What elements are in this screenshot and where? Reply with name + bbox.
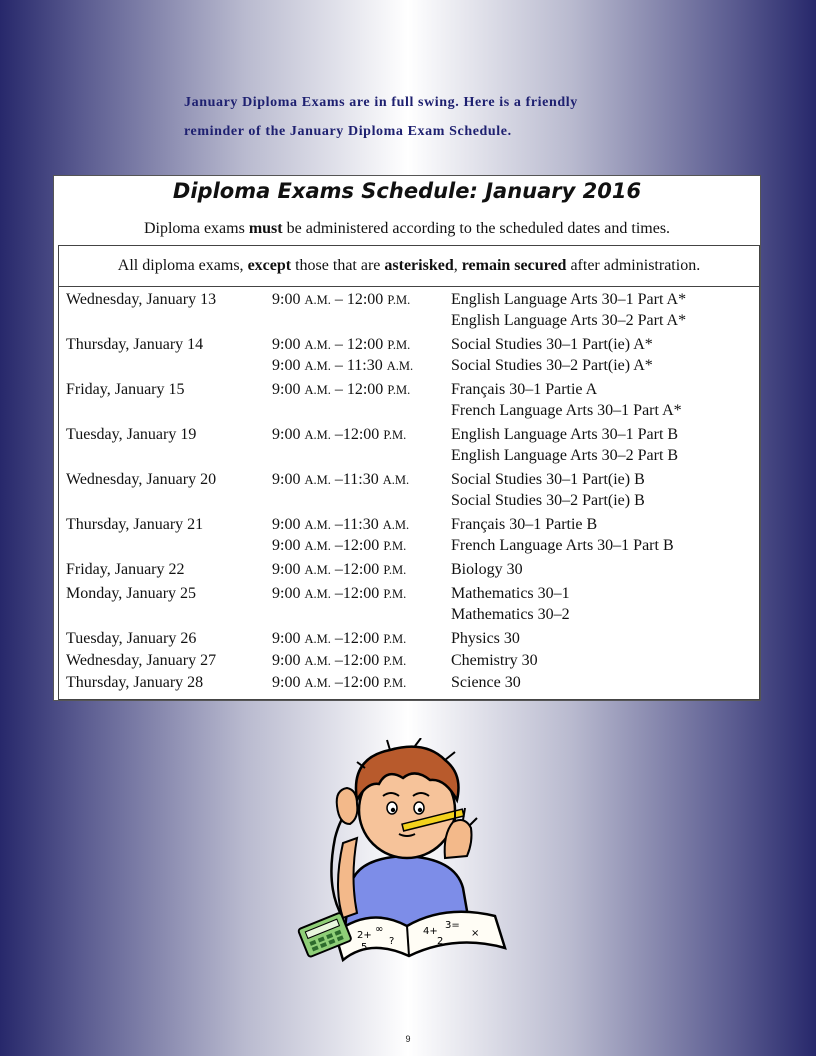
exam-name: French Language Arts 30–1 Part A*	[451, 402, 682, 419]
schedule-note	[54, 219, 760, 248]
exam-time: 9:00 A.M. –12:00 P.M.	[272, 585, 407, 602]
note-bold: must	[248, 220, 283, 237]
exam-time: 9:00 A.M. –12:00 P.M.	[272, 630, 407, 647]
exam-time-cell	[272, 628, 406, 649]
math-mark: 4+	[423, 926, 438, 937]
exam-date: Monday, January 25	[66, 585, 197, 602]
exam-date: Tuesday, January 19	[66, 426, 197, 443]
exam-time: 9:00 A.M. – 11:30 A.M.	[272, 357, 414, 374]
schedule-row	[59, 514, 759, 556]
exam-name: Biology 30	[451, 561, 523, 578]
security-bold-asterisked: asterisked	[384, 257, 454, 274]
security-text-2: those that are	[291, 257, 385, 274]
exam-time: 9:00 A.M. – 12:00 P.M.	[272, 381, 411, 398]
exam-time-cell	[272, 379, 410, 421]
exam-name: French Language Arts 30–1 Part B	[451, 537, 674, 554]
exam-name-cell	[451, 583, 570, 625]
exam-name: Social Studies 30–2 Part(ie) B	[451, 492, 645, 509]
exam-name: English Language Arts 30–2 Part A*	[451, 312, 687, 329]
exam-date: Wednesday, January 27	[66, 652, 217, 669]
exam-name: Science 30	[451, 674, 521, 691]
exam-time-cell	[272, 650, 406, 671]
exam-time-cell	[272, 559, 406, 580]
exam-time: 9:00 A.M. –11:30 A.M.	[272, 471, 410, 488]
exam-name-cell	[451, 379, 682, 421]
schedule-row	[59, 628, 759, 649]
exam-time	[272, 490, 409, 511]
exam-time: 9:00 A.M. –12:00 P.M.	[272, 537, 407, 554]
exam-time-cell	[272, 424, 406, 466]
exam-time: 9:00 A.M. –12:00 P.M.	[272, 561, 407, 578]
exam-name-cell	[451, 289, 686, 331]
left-eye	[387, 802, 397, 814]
math-mark: ?	[389, 936, 395, 947]
exam-name-cell	[451, 469, 645, 511]
exam-time-cell	[272, 334, 413, 376]
security-text-1: All diploma exams,	[117, 257, 248, 274]
page-number: 9	[405, 1034, 411, 1044]
exam-date: Thursday, January 21	[66, 516, 204, 533]
schedule-row	[59, 650, 759, 671]
exam-name: Social Studies 30–1 Part(ie) B	[451, 471, 645, 488]
exam-name: Français 30–1 Partie B	[451, 516, 598, 533]
security-note	[59, 246, 759, 287]
exam-time-cell	[272, 672, 406, 693]
exam-name-cell	[451, 628, 520, 649]
exam-date: Wednesday, January 13	[66, 291, 217, 308]
schedule-row	[59, 289, 759, 331]
note-text-2: be administered according to the scheduled dates and times.	[282, 220, 671, 237]
exam-time	[272, 310, 410, 331]
security-text-3: ,	[453, 257, 462, 274]
exam-name: Mathematics 30–2	[451, 606, 570, 623]
exam-time: 9:00 A.M. – 12:00 P.M.	[272, 291, 411, 308]
note-text-1: Diploma exams	[143, 220, 249, 237]
intro-line-1: January Diploma Exams are in full swing. Here is a friendly	[184, 95, 578, 110]
schedule-table	[58, 245, 760, 700]
security-text-4: after administration.	[566, 257, 701, 274]
exam-name-cell	[451, 514, 674, 556]
right-eye	[414, 802, 424, 814]
exam-time-cell	[272, 514, 409, 556]
schedule-row	[59, 672, 759, 693]
exam-time	[272, 400, 410, 421]
math-mark: ∞	[375, 924, 384, 935]
schedule-row	[59, 559, 759, 580]
schedule-row	[59, 583, 759, 625]
exam-time: 9:00 A.M. –12:00 P.M.	[272, 426, 407, 443]
exam-date: Tuesday, January 26	[66, 630, 197, 647]
math-mark: 5	[361, 942, 368, 953]
intro-line-2: reminder of the January Diploma Exam Schedule.	[184, 124, 512, 139]
schedule-title: Diploma Exams Schedule: January 2016	[172, 179, 642, 203]
schedule-row	[59, 379, 759, 421]
exam-name: Français 30–1 Partie A	[451, 381, 598, 398]
math-mark: 2+	[357, 930, 372, 941]
left-hand	[337, 788, 358, 824]
exam-time	[272, 604, 406, 625]
math-mark: 2	[437, 936, 444, 947]
exam-name: English Language Arts 30–1 Part B	[451, 426, 679, 443]
exam-name: Chemistry 30	[451, 652, 538, 669]
exam-name-cell	[451, 559, 523, 580]
exam-time: 9:00 A.M. –12:00 P.M.	[272, 652, 407, 669]
exam-name: Social Studies 30–1 Part(ie) A*	[451, 336, 653, 353]
exam-name-cell	[451, 334, 653, 376]
schedule-row	[59, 334, 759, 376]
security-bold-secured: remain secured	[461, 257, 567, 274]
exam-name: Social Studies 30–2 Part(ie) A*	[451, 357, 653, 374]
exam-name: Physics 30	[451, 630, 520, 647]
exam-name-cell	[451, 424, 678, 466]
schedule-row	[59, 424, 759, 466]
student-studying-illustration	[295, 738, 515, 968]
exam-name-cell	[451, 650, 538, 671]
exam-schedule	[53, 175, 761, 701]
exam-date: Thursday, January 28	[66, 674, 204, 691]
exam-time-cell	[272, 289, 410, 331]
exam-date: Wednesday, January 20	[66, 471, 217, 488]
exam-name: English Language Arts 30–1 Part A*	[451, 291, 687, 308]
exam-date: Thursday, January 14	[66, 336, 204, 353]
security-bold-except: except	[247, 257, 292, 274]
exam-time: 9:00 A.M. –11:30 A.M.	[272, 516, 410, 533]
exam-date: Friday, January 22	[66, 561, 185, 578]
schedule-row	[59, 469, 759, 511]
exam-time	[272, 445, 406, 466]
exam-time: 9:00 A.M. –12:00 P.M.	[272, 674, 407, 691]
exam-name: Mathematics 30–1	[451, 585, 570, 602]
intro-text	[184, 88, 704, 146]
schedule-rows	[59, 287, 759, 693]
math-mark: ×	[471, 928, 480, 939]
exam-time: 9:00 A.M. – 12:00 P.M.	[272, 336, 411, 353]
exam-date: Friday, January 15	[66, 381, 185, 398]
exam-time-cell	[272, 583, 406, 625]
exam-name-cell	[451, 672, 521, 693]
exam-name: English Language Arts 30–2 Part B	[451, 447, 679, 464]
exam-time-cell	[272, 469, 409, 511]
math-mark: 3=	[445, 920, 460, 931]
